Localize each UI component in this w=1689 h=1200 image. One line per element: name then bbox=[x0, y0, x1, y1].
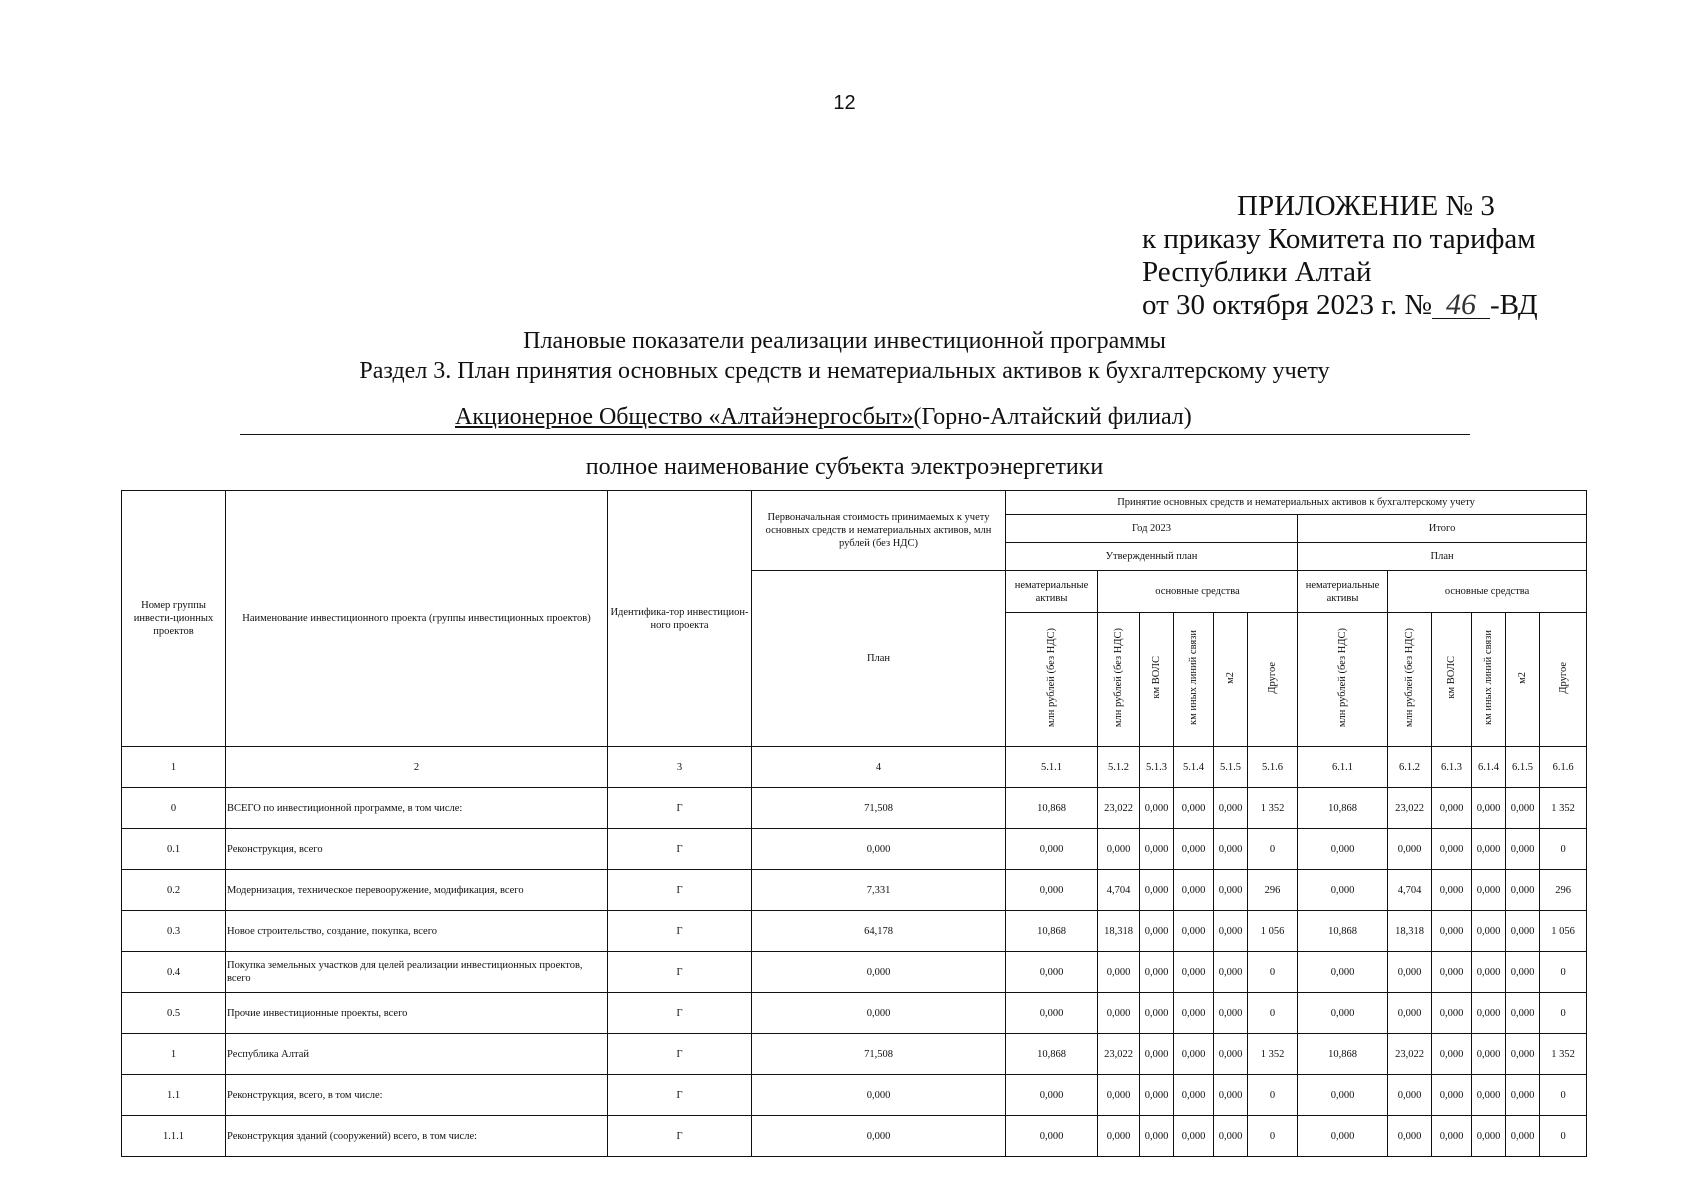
row-value: 0,000 bbox=[1098, 829, 1140, 870]
row-value: 0,000 bbox=[1140, 788, 1174, 829]
row-initial-cost: 0,000 bbox=[752, 1075, 1006, 1116]
row-number: 0.2 bbox=[122, 870, 226, 911]
row-value: 0,000 bbox=[1298, 829, 1388, 870]
row-value: 0,000 bbox=[1214, 1034, 1248, 1075]
row-value: 4,704 bbox=[1388, 870, 1432, 911]
row-initial-cost: 71,508 bbox=[752, 788, 1006, 829]
header-col-5-1-6: Другое bbox=[1248, 613, 1298, 747]
row-value: 0 bbox=[1248, 952, 1298, 993]
row-value: 0,000 bbox=[1472, 993, 1506, 1034]
row-value: 0,000 bbox=[1174, 1116, 1214, 1157]
row-value: 0,000 bbox=[1388, 993, 1432, 1034]
index-cell: 3 bbox=[608, 747, 752, 788]
header-col-6-1-3: км ВОЛС bbox=[1432, 613, 1472, 747]
row-identifier: Г bbox=[608, 993, 752, 1034]
index-cell: 2 bbox=[226, 747, 608, 788]
row-number: 0.4 bbox=[122, 952, 226, 993]
header-intangible-total: нематериальные активы bbox=[1298, 571, 1388, 613]
row-value: 0,000 bbox=[1006, 1075, 1098, 1116]
row-value: 0,000 bbox=[1006, 952, 1098, 993]
row-value: 0,000 bbox=[1432, 870, 1472, 911]
row-value: 0,000 bbox=[1098, 1075, 1140, 1116]
index-cell: 5.1.1 bbox=[1006, 747, 1098, 788]
row-project-name: ВСЕГО по инвестиционной программе, в том числе: bbox=[226, 788, 608, 829]
row-value: 0,000 bbox=[1432, 829, 1472, 870]
row-value: 0,000 bbox=[1472, 829, 1506, 870]
index-cell: 6.1.5 bbox=[1506, 747, 1540, 788]
row-project-name: Реконструкция, всего bbox=[226, 829, 608, 870]
row-value: 23,022 bbox=[1098, 1034, 1140, 1075]
index-cell: 5.1.3 bbox=[1140, 747, 1174, 788]
row-value: 0,000 bbox=[1388, 829, 1432, 870]
order-number-handwritten: 46 bbox=[1432, 292, 1490, 319]
appendix-header bbox=[1142, 190, 1538, 322]
row-value: 0,000 bbox=[1432, 788, 1472, 829]
row-value: 23,022 bbox=[1098, 788, 1140, 829]
header-initial-cost: Первоначальная стоимость принимаемых к учету основных средств и нематериальных активов, млн рублей (без НДС) bbox=[752, 491, 1006, 571]
row-value: 0,000 bbox=[1140, 911, 1174, 952]
row-number: 1.1 bbox=[122, 1075, 226, 1116]
row-value: 0,000 bbox=[1174, 1075, 1214, 1116]
row-value: 0,000 bbox=[1174, 788, 1214, 829]
header-fixed-year: основные средства bbox=[1098, 571, 1298, 613]
row-value: 0,000 bbox=[1506, 788, 1540, 829]
row-value: 0,000 bbox=[1388, 952, 1432, 993]
index-cell: 6.1.4 bbox=[1472, 747, 1506, 788]
row-value: 1 352 bbox=[1540, 788, 1587, 829]
row-initial-cost: 64,178 bbox=[752, 911, 1006, 952]
header-col-6-1-5: м2 bbox=[1506, 613, 1540, 747]
row-value: 0 bbox=[1248, 1116, 1298, 1157]
table-row bbox=[122, 1075, 1587, 1116]
header-total: Итого bbox=[1298, 515, 1587, 543]
row-value: 0,000 bbox=[1506, 993, 1540, 1034]
row-value: 0,000 bbox=[1174, 952, 1214, 993]
row-value: 0,000 bbox=[1506, 952, 1540, 993]
row-value: 0,000 bbox=[1432, 993, 1472, 1034]
row-value: 0,000 bbox=[1298, 1075, 1388, 1116]
row-initial-cost: 71,508 bbox=[752, 1034, 1006, 1075]
row-value: 0 bbox=[1540, 952, 1587, 993]
row-value: 10,868 bbox=[1298, 911, 1388, 952]
row-value: 0,000 bbox=[1214, 829, 1248, 870]
index-cell: 5.1.5 bbox=[1214, 747, 1248, 788]
row-value: 0,000 bbox=[1174, 1034, 1214, 1075]
row-value: 1 056 bbox=[1248, 911, 1298, 952]
row-value: 0,000 bbox=[1214, 952, 1248, 993]
row-value: 0,000 bbox=[1432, 1034, 1472, 1075]
appendix-date-line bbox=[1142, 289, 1538, 322]
row-number: 1 bbox=[122, 1034, 226, 1075]
row-value: 0,000 bbox=[1472, 1116, 1506, 1157]
row-value: 0,000 bbox=[1140, 1075, 1174, 1116]
row-value: 10,868 bbox=[1298, 1034, 1388, 1075]
row-value: 0,000 bbox=[1006, 993, 1098, 1034]
entity-name-line bbox=[455, 402, 1192, 432]
header-col-6-1-1: млн рублей (без НДС) bbox=[1298, 613, 1388, 747]
row-value: 0,000 bbox=[1098, 993, 1140, 1034]
document-title: Плановые показатели реализации инвестиционной программы bbox=[523, 328, 1166, 354]
row-value: 1 056 bbox=[1540, 911, 1587, 952]
row-value: 0,000 bbox=[1432, 1075, 1472, 1116]
row-value: 0,000 bbox=[1472, 1034, 1506, 1075]
appendix-title: ПРИЛОЖЕНИЕ № 3 bbox=[1237, 190, 1495, 222]
row-value: 10,868 bbox=[1006, 911, 1098, 952]
row-value: 0,000 bbox=[1098, 1116, 1140, 1157]
row-value: 0,000 bbox=[1472, 870, 1506, 911]
row-value: 0,000 bbox=[1388, 1116, 1432, 1157]
row-identifier: Г bbox=[608, 829, 752, 870]
header-col-6-1-6: Другое bbox=[1540, 613, 1587, 747]
row-value: 0,000 bbox=[1006, 1116, 1098, 1157]
row-value: 0,000 bbox=[1140, 1034, 1174, 1075]
table-row bbox=[122, 952, 1587, 993]
index-cell: 6.1.2 bbox=[1388, 747, 1432, 788]
row-value: 23,022 bbox=[1388, 1034, 1432, 1075]
row-value: 10,868 bbox=[1006, 788, 1098, 829]
header-project-name: Наименование инвестиционного проекта (группы инвестиционных проектов) bbox=[226, 491, 608, 747]
row-value: 296 bbox=[1540, 870, 1587, 911]
row-value: 0 bbox=[1540, 993, 1587, 1034]
row-value: 296 bbox=[1248, 870, 1298, 911]
header-col-5-1-2: млн рублей (без НДС) bbox=[1098, 613, 1140, 747]
row-value: 0,000 bbox=[1174, 870, 1214, 911]
header-identifier: Идентифика-тор инвестицион-ного проекта bbox=[608, 491, 752, 747]
index-cell: 6.1.1 bbox=[1298, 747, 1388, 788]
row-value: 0,000 bbox=[1214, 870, 1248, 911]
row-value: 0 bbox=[1248, 1075, 1298, 1116]
table-row bbox=[122, 1034, 1587, 1075]
row-value: 0,000 bbox=[1174, 829, 1214, 870]
row-initial-cost: 0,000 bbox=[752, 1116, 1006, 1157]
row-value: 10,868 bbox=[1298, 788, 1388, 829]
row-project-name: Прочие инвестиционные проекты, всего bbox=[226, 993, 608, 1034]
index-cell: 5.1.6 bbox=[1248, 747, 1298, 788]
row-value: 0,000 bbox=[1472, 952, 1506, 993]
row-value: 0,000 bbox=[1214, 788, 1248, 829]
header-col-5-1-5: м2 bbox=[1214, 613, 1248, 747]
row-value: 0,000 bbox=[1506, 1034, 1540, 1075]
header-col-5-1-3: км ВОЛС bbox=[1140, 613, 1174, 747]
row-identifier: Г bbox=[608, 1075, 752, 1116]
row-number: 0.1 bbox=[122, 829, 226, 870]
row-value: 10,868 bbox=[1006, 1034, 1098, 1075]
row-identifier: Г bbox=[608, 911, 752, 952]
row-value: 0,000 bbox=[1006, 829, 1098, 870]
row-value: 0,000 bbox=[1140, 870, 1174, 911]
page-number: 12 bbox=[833, 92, 856, 114]
header-initial-plan: План bbox=[752, 571, 1006, 747]
header-acceptance: Принятие основных средств и нематериальных активов к бухгалтерскому учету bbox=[1006, 491, 1587, 515]
row-value: 0,000 bbox=[1298, 993, 1388, 1034]
header-col-6-1-2: млн рублей (без НДС) bbox=[1388, 613, 1432, 747]
table-row bbox=[122, 829, 1587, 870]
row-value: 0,000 bbox=[1506, 1075, 1540, 1116]
row-initial-cost: 0,000 bbox=[752, 993, 1006, 1034]
header-year: Год 2023 bbox=[1006, 515, 1298, 543]
row-project-name: Покупка земельных участков для целей реализации инвестиционных проектов, всего bbox=[226, 952, 608, 993]
index-cell: 6.1.6 bbox=[1540, 747, 1587, 788]
row-number: 0 bbox=[122, 788, 226, 829]
row-value: 0,000 bbox=[1388, 1075, 1432, 1116]
index-row bbox=[122, 747, 1587, 788]
table-row bbox=[122, 993, 1587, 1034]
order-suffix: -ВД bbox=[1490, 289, 1538, 321]
row-value: 0,000 bbox=[1472, 911, 1506, 952]
row-project-name: Республика Алтай bbox=[226, 1034, 608, 1075]
row-identifier: Г bbox=[608, 1034, 752, 1075]
row-value: 0,000 bbox=[1214, 993, 1248, 1034]
row-value: 0 bbox=[1540, 1116, 1587, 1157]
table-row bbox=[122, 911, 1587, 952]
appendix-committee-line: Республики Алтай bbox=[1142, 256, 1372, 288]
row-project-name: Новое строительство, создание, покупка, всего bbox=[226, 911, 608, 952]
row-project-name: Реконструкция зданий (сооружений) всего, в том числе: bbox=[226, 1116, 608, 1157]
row-value: 18,318 bbox=[1388, 911, 1432, 952]
appendix-date: от 30 октября 2023 г. № bbox=[1142, 289, 1433, 321]
row-value: 1 352 bbox=[1248, 788, 1298, 829]
row-value: 1 352 bbox=[1540, 1034, 1587, 1075]
row-value: 0 bbox=[1540, 1075, 1587, 1116]
row-value: 0 bbox=[1248, 829, 1298, 870]
row-number: 0.5 bbox=[122, 993, 226, 1034]
investment-table bbox=[121, 490, 1587, 1157]
index-cell: 1 bbox=[122, 747, 226, 788]
row-value: 0,000 bbox=[1174, 911, 1214, 952]
row-value: 0,000 bbox=[1098, 952, 1140, 993]
row-value: 0,000 bbox=[1214, 1075, 1248, 1116]
row-value: 0,000 bbox=[1432, 1116, 1472, 1157]
row-initial-cost: 0,000 bbox=[752, 952, 1006, 993]
index-cell: 6.1.3 bbox=[1432, 747, 1472, 788]
row-value: 1 352 bbox=[1248, 1034, 1298, 1075]
row-identifier: Г bbox=[608, 870, 752, 911]
row-value: 0,000 bbox=[1472, 788, 1506, 829]
row-value: 0 bbox=[1540, 829, 1587, 870]
entity-caption: полное наименование субъекта электроэнергетики bbox=[585, 454, 1104, 480]
index-cell: 5.1.4 bbox=[1174, 747, 1214, 788]
row-number: 0.3 bbox=[122, 911, 226, 952]
row-value: 0,000 bbox=[1472, 1075, 1506, 1116]
row-value: 18,318 bbox=[1098, 911, 1140, 952]
entity-branch: (Горно-Алтайский филиал) bbox=[913, 404, 1192, 430]
row-identifier: Г bbox=[608, 1116, 752, 1157]
row-value: 0,000 bbox=[1298, 952, 1388, 993]
header-col-5-1-1: млн рублей (без НДС) bbox=[1006, 613, 1098, 747]
header-col-6-1-4: км иных линий связи bbox=[1472, 613, 1506, 747]
row-value: 0,000 bbox=[1214, 911, 1248, 952]
row-initial-cost: 7,331 bbox=[752, 870, 1006, 911]
row-project-name: Реконструкция, всего, в том числе: bbox=[226, 1075, 608, 1116]
row-value: 0,000 bbox=[1506, 829, 1540, 870]
row-value: 0,000 bbox=[1298, 1116, 1388, 1157]
entity-name: Акционерное Общество «Алтайэнергосбыт» bbox=[455, 404, 914, 430]
index-cell: 4 bbox=[752, 747, 1006, 788]
appendix-order-line: к приказу Комитета по тарифам bbox=[1142, 223, 1536, 255]
row-value: 0,000 bbox=[1432, 952, 1472, 993]
row-value: 0,000 bbox=[1140, 829, 1174, 870]
row-value: 0,000 bbox=[1506, 870, 1540, 911]
header-group-number: Номер группы инвести-ционных проектов bbox=[122, 491, 226, 747]
header-fixed-total: основные средства bbox=[1388, 571, 1587, 613]
row-value: 0,000 bbox=[1140, 952, 1174, 993]
header-col-5-1-4: км иных линий связи bbox=[1174, 613, 1214, 747]
row-value: 0,000 bbox=[1506, 911, 1540, 952]
row-value: 23,022 bbox=[1388, 788, 1432, 829]
header-approved-plan: Утвержденный план bbox=[1006, 543, 1298, 571]
index-cell: 5.1.2 bbox=[1098, 747, 1140, 788]
row-value: 0,000 bbox=[1298, 870, 1388, 911]
header-plan-total: План bbox=[1298, 543, 1587, 571]
row-identifier: Г bbox=[608, 788, 752, 829]
table-row bbox=[122, 1116, 1587, 1157]
row-value: 4,704 bbox=[1098, 870, 1140, 911]
header-intangible-year: нематериальные активы bbox=[1006, 571, 1098, 613]
table-row bbox=[122, 870, 1587, 911]
row-value: 0,000 bbox=[1214, 1116, 1248, 1157]
row-value: 0,000 bbox=[1140, 993, 1174, 1034]
row-value: 0,000 bbox=[1174, 993, 1214, 1034]
section-title: Раздел 3. План принятия основных средств и нематериальных активов к бухгалтерскому учету bbox=[359, 358, 1330, 384]
row-value: 0,000 bbox=[1432, 911, 1472, 952]
row-value: 0,000 bbox=[1506, 1116, 1540, 1157]
row-number: 1.1.1 bbox=[122, 1116, 226, 1157]
row-project-name: Модернизация, техническое перевооружение, модификация, всего bbox=[226, 870, 608, 911]
row-initial-cost: 0,000 bbox=[752, 829, 1006, 870]
row-value: 0 bbox=[1248, 993, 1298, 1034]
row-value: 0,000 bbox=[1140, 1116, 1174, 1157]
row-identifier: Г bbox=[608, 952, 752, 993]
table-row bbox=[122, 788, 1587, 829]
row-value: 0,000 bbox=[1006, 870, 1098, 911]
